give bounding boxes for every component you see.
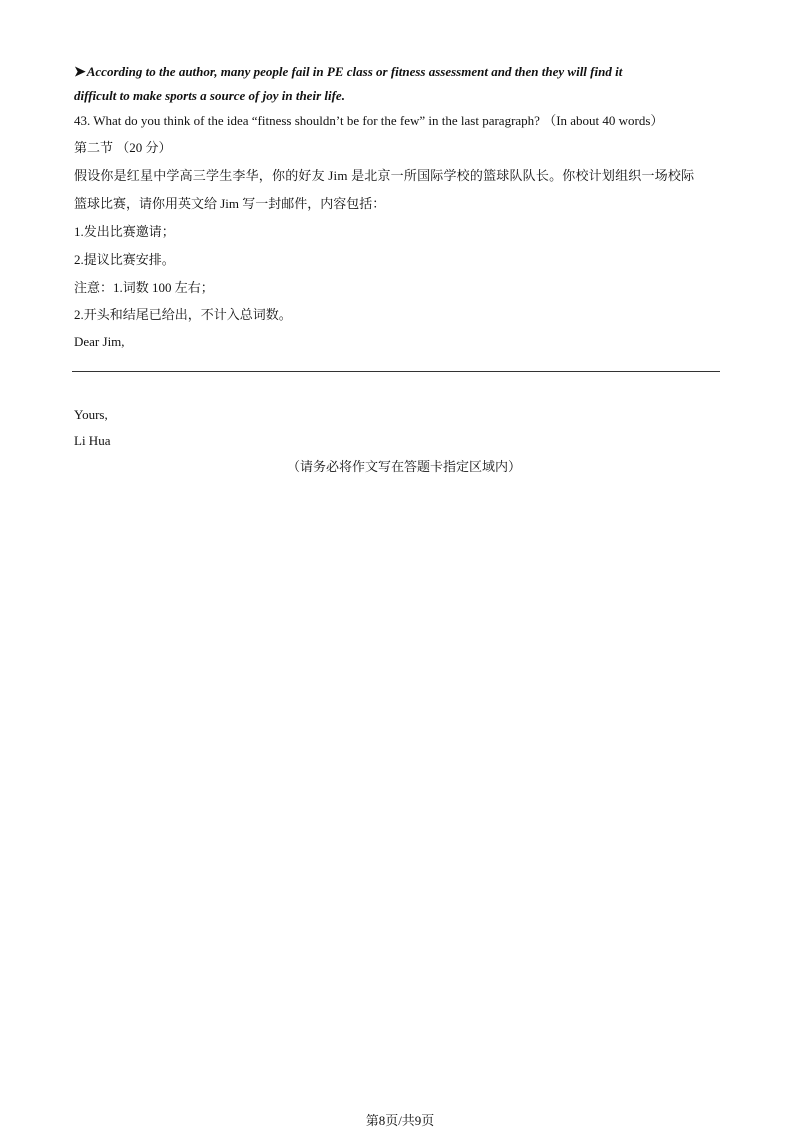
section-2-heading: 第二节 （20 分）	[74, 140, 172, 155]
letter-greeting: Dear Jim,	[74, 334, 125, 349]
answer-sheet-note: （请务必将作文写在答题卡指定区域内）	[286, 459, 521, 474]
requirement-1: 1.发出比赛邀请；	[74, 224, 175, 239]
statement-text-1: According to the author, many people fail in PE class or fitness assessment and then they will find it	[86, 64, 623, 79]
statement-line-1	[74, 63, 622, 82]
writing-prompt-line-1: 假设你是红星中学高三学生李华，你的好友 Jim 是北京一所国际学校的篮球队队长。你校计划组织一场校际	[74, 168, 695, 183]
question-43: 43. What do you think of the idea “fitness shouldn’t be for the few” in the last paragraph? （In about 40 words）	[74, 113, 664, 128]
writing-prompt-line-2: 篮球比赛，请你用英文给 Jim 写一封邮件，内容包括：	[74, 196, 386, 211]
note-1: 注意：1.词数 100 左右；	[74, 280, 214, 295]
answer-rule-line	[72, 371, 720, 372]
statement-line-2: difficult to make sports a source of joy in their life.	[74, 88, 345, 103]
letter-closing: Yours,	[74, 407, 108, 422]
arrow-bullet-icon: ➤	[74, 65, 86, 80]
requirement-2: 2.提议比赛安排。	[74, 252, 175, 267]
letter-signature: Li Hua	[74, 433, 111, 448]
page-footer: 第8页/共9页	[365, 1113, 435, 1128]
note-2: 2.开头和结尾已给出，不计入总词数。	[74, 307, 292, 322]
